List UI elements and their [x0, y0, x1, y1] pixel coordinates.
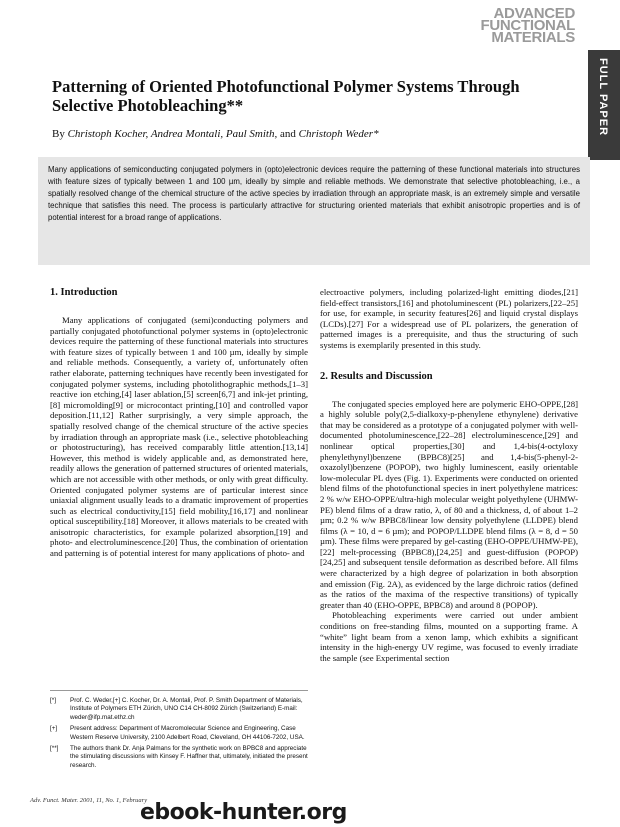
section-heading-introduction: 1. Introduction	[50, 287, 118, 298]
footnote-text: Prof. C. Weder,[+] C. Kocher, Dr. A. Montali, Prof. P. Smith Department of Materials, Institute of Polymers ETH Zürich, UNO C14 CH-8092 Zürich (Switzerland) E-mail: weder@ifp.mat.ethz.ch	[70, 697, 303, 721]
footnote-mark: [+]	[50, 725, 58, 733]
footnotes	[50, 690, 308, 773]
article-title: Patterning of Oriented Photofunctional Polymer Systems Through Selective Photobleaching**	[52, 77, 520, 115]
corresponding-author: Christoph Weder*	[298, 128, 379, 140]
results-paragraph-2: Photobleaching experiments were carried out under ambient conditions on free-standing films, mounted on a supporting frame. A “white” light beam from a xenon lamp, which exhibits a significant intensity in the high-energy UV regime, was focused to evenly irradiate the sample (see Experimental section	[320, 610, 578, 663]
footnote	[50, 745, 308, 770]
right-column	[320, 287, 578, 663]
watermark: ebook-hunter.org	[140, 800, 347, 825]
footnote	[50, 725, 308, 742]
results-paragraph-1: The conjugated species employed here are polymeric EHO-OPPE,[28] a highly soluble poly(2,5-dialkoxy-p-phenylene ethynylene) derivative that may be considered as a prototype of a conjugated polymer with well-documented photoluminescence,[22–28] electroluminescence,[29] and nonlinear optical properties,[30] and 1,4-bis(4-octyloxy phenylethynyl)benzene (BPBC8)[25] and 1,4-bis(5-phenyl-2-oxazolyl)benzene (POPOP), two highly luminescent, easily orientable low-molecular PL dyes (Fig. 1). Experiments were conducted on oriented blend films of the photofunctional species in inert polyethylene matrices: 2 % w/w EHO-OPPE/ultra-high molecular weight polyethylene (UHMW-PE) blend films of a draw ratio, λ, of 80 and a thickness, d, of about 1–2 µm; 0.2 % w/w BPBC8/linear low density polyethylene (LLDPE) blend films (λ = 10, d = 6 µm); and POPOP/LLDPE blend films (λ = 8, d = 50 µm). These films were prepared by gel-casting (EHO-OPPE/UHMW-PE),[22] melt-processing (BPBC8),[24,25] and guest-diffusion (POPOP)[24,25] and subsequent tensile deformation as described before. All films were characterized by a high degree of polarization in both absorption and emission (Fig. 2A), as evidenced by the large dichroic ratios (defined as the ratios of the maxima of the respective transitions) of typically greater than 40 (EHO-OPPE, BPBC8) and around 8 (POPOP).	[320, 398, 578, 610]
section-heading-results: 2. Results and Discussion	[320, 370, 433, 382]
authors-prefix: By	[52, 128, 68, 140]
abstract: Many applications of semiconducting conjugated polymers in (opto)electronic devices require the patterning of these functional materials into structures with feature sizes of typically between 1 and 100 µm, ideally by simple and reliable methods. We demonstrate that selective photobleaching, i.e., a spatially resolved change of the chemical structure of the active species by irradiation through an appropriate mask, is an extremely simple and versatile technique that satisfies this need. The process is particularly attractive for structuring oriented materials that exhibit anisotropic properties and is of potential interest for a broad range of applications.	[38, 157, 590, 265]
journal-logo	[480, 5, 576, 46]
left-column	[50, 287, 308, 559]
footnote-mark: [**]	[50, 745, 59, 753]
logo-line-1: ADVANCED	[493, 5, 575, 22]
section-tab	[588, 50, 620, 160]
introduction-continued-paragraph: electroactive polymers, including polarized-light emitting diodes,[21] field-effect transistors,[16] and photoluminescent (PL) polarizers,[22–25] for use, for example, in security features[26] and liquid crystal displays (LCDs).[27] For a widespread use of PL polarizers, the generation of patterned images is a prerequisite, and thus the structuring of such systems is exemplarily presented in this study.	[320, 287, 578, 350]
logo-line-3: MATERIALS	[491, 29, 575, 46]
footnote-mark: [*]	[50, 697, 56, 704]
section-tab-label: FULL PAPER	[597, 58, 609, 137]
footnote-text: Present address: Department of Macromolecular Science and Engineering, Case Western Reserve University, 2100 Adelbert Road, Cleveland, OH 44106-7202, USA.	[70, 725, 305, 741]
introduction-paragraph: Many applications of conjugated (semi)conducting polymers and partially conjugated photofunctional polymer systems in (opto)electronic devices require the patterning of these functional materials into structures with feature sizes of typically between 1 and 100 µm, ideally by simple and reliable methods. Consequently, a variety of, unfortunately often rather elaborate, patterning techniques have recently been investigated for conjugated polymer systems, including photolithographic methods,[1–3] reactive ion etching,[4] laser ablation,[5] screen[6,7] and ink-jet printing,[8] micromolding[9] or microcontact printing,[10] and controlled vapor deposition.[11,12] Rather surprisingly, a very simple approach, the spatially resolved change of the chemical structure of the active species by irradiation through an appropriate mask (i.e., selective photobleaching or photostructuring), has received comparably little attention.[13,14] However, this method is widely applicable and, as demonstrated here, readily allows the generation of patterned structures of oriented materials, which are not accessible with other methods, or only with great difficulty. Oriented conjugated polymer systems are of particular interest since uniaxial alignment usually leads to a dramatic improvement of properties such as electrical conductivity,[15] field mobility,[16,17] and nonlinear optical susceptibility.[18] Moreover, it allows materials to be created with anisotropic characteristics, for example polarized absorption,[19] and photo- and electroluminescence.[20] Thus, the combination of orientation and patterning is of potential interest for many applications of photo- and	[50, 315, 308, 559]
logo-line-2: FUNCTIONAL	[480, 17, 575, 34]
author-line	[52, 128, 532, 140]
footnote-text: The authors thank Dr. Anja Palmans for the synthetic work on BPBC8 and appreciate the stimulating discussions with Kinsey F. Haffner that, ultimately, initiated the present research.	[70, 745, 308, 769]
page-footer: Adv. Funct. Mater. 2001, 11, No. 1, February	[30, 797, 148, 804]
authors-and: and	[277, 128, 299, 140]
author-names: Christoph Kocher, Andrea Montali, Paul Smith,	[67, 128, 278, 140]
footnote	[50, 697, 308, 722]
